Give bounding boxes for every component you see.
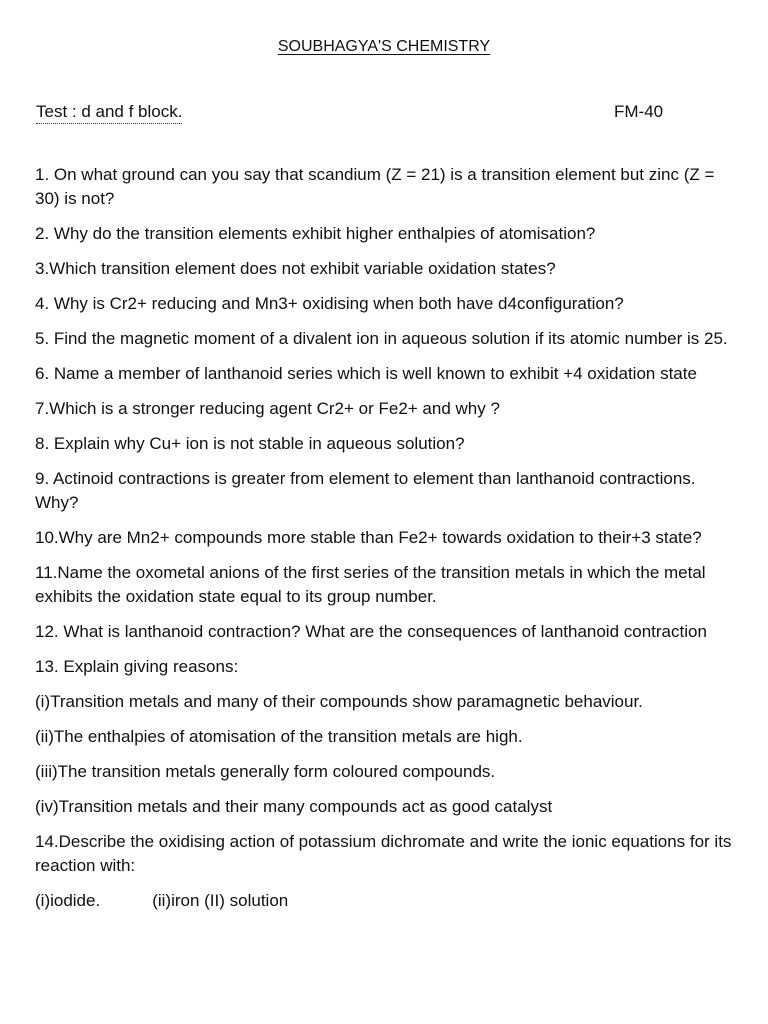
document-title: SOUBHAGYA'S CHEMISTRY [277,38,491,55]
question-14: 14.Describe the oxidising action of potassium dichromate and write the ionic equations for its reaction with: [35,832,732,875]
question-13-part-iv: (iv)Transition metals and their many compounds act as good catalyst [35,797,553,816]
question-13: 13. Explain giving reasons: [35,657,239,676]
question-5: 5. Find the magnetic moment of a divalent ion in aqueous solution if its atomic number is 25. [35,329,728,348]
question-14-part-ii: (ii)iron (II) solution [152,891,289,910]
question-8: 8. Explain why Cu+ ion is not stable in aqueous solution? [35,434,465,453]
question-13-part-ii: (ii)The enthalpies of atomisation of the transition metals are high. [35,727,523,746]
question-3: 3.Which transition element does not exhibit variable oxidation states? [35,259,556,278]
test-label: Test : d and f block. [36,102,182,124]
question-14-part-i: (i)iodide. [35,891,101,910]
question-13-part-iii: (iii)The transition metals generally form coloured compounds. [35,762,496,781]
question-2: 2. Why do the transition elements exhibit higher enthalpies of atomisation? [35,224,596,243]
question-10: 10.Why are Mn2+ compounds more stable than Fe2+ towards oxidation to their+3 state? [35,528,702,547]
question-9: 9. Actinoid contractions is greater from element to element than lanthanoid contractions. Why? [35,469,696,512]
question-14-parts [35,889,740,913]
question-4: 4. Why is Cr2+ reducing and Mn3+ oxidising when both have d4configuration? [35,294,624,313]
question-1: 1. On what ground can you say that scandium (Z = 21) is a transition element but zinc (Z = 30) is not? [35,165,715,208]
question-13-part-i: (i)Transition metals and many of their compounds show paramagnetic behaviour. [35,692,643,711]
question-12: 12. What is lanthanoid contraction? What are the consequences of lanthanoid contraction [35,622,707,641]
question-11: 11.Name the oxometal anions of the first series of the transition metals in which the metal exhibits the oxidation state equal to its group number. [35,563,706,606]
question-6: 6. Name a member of lanthanoid series which is well known to exhibit +4 oxidation state [35,364,697,383]
full-marks: FM-40 [614,102,664,121]
question-7: 7.Which is a stronger reducing agent Cr2+ or Fe2+ and why ? [35,399,500,418]
question-list [35,163,740,924]
